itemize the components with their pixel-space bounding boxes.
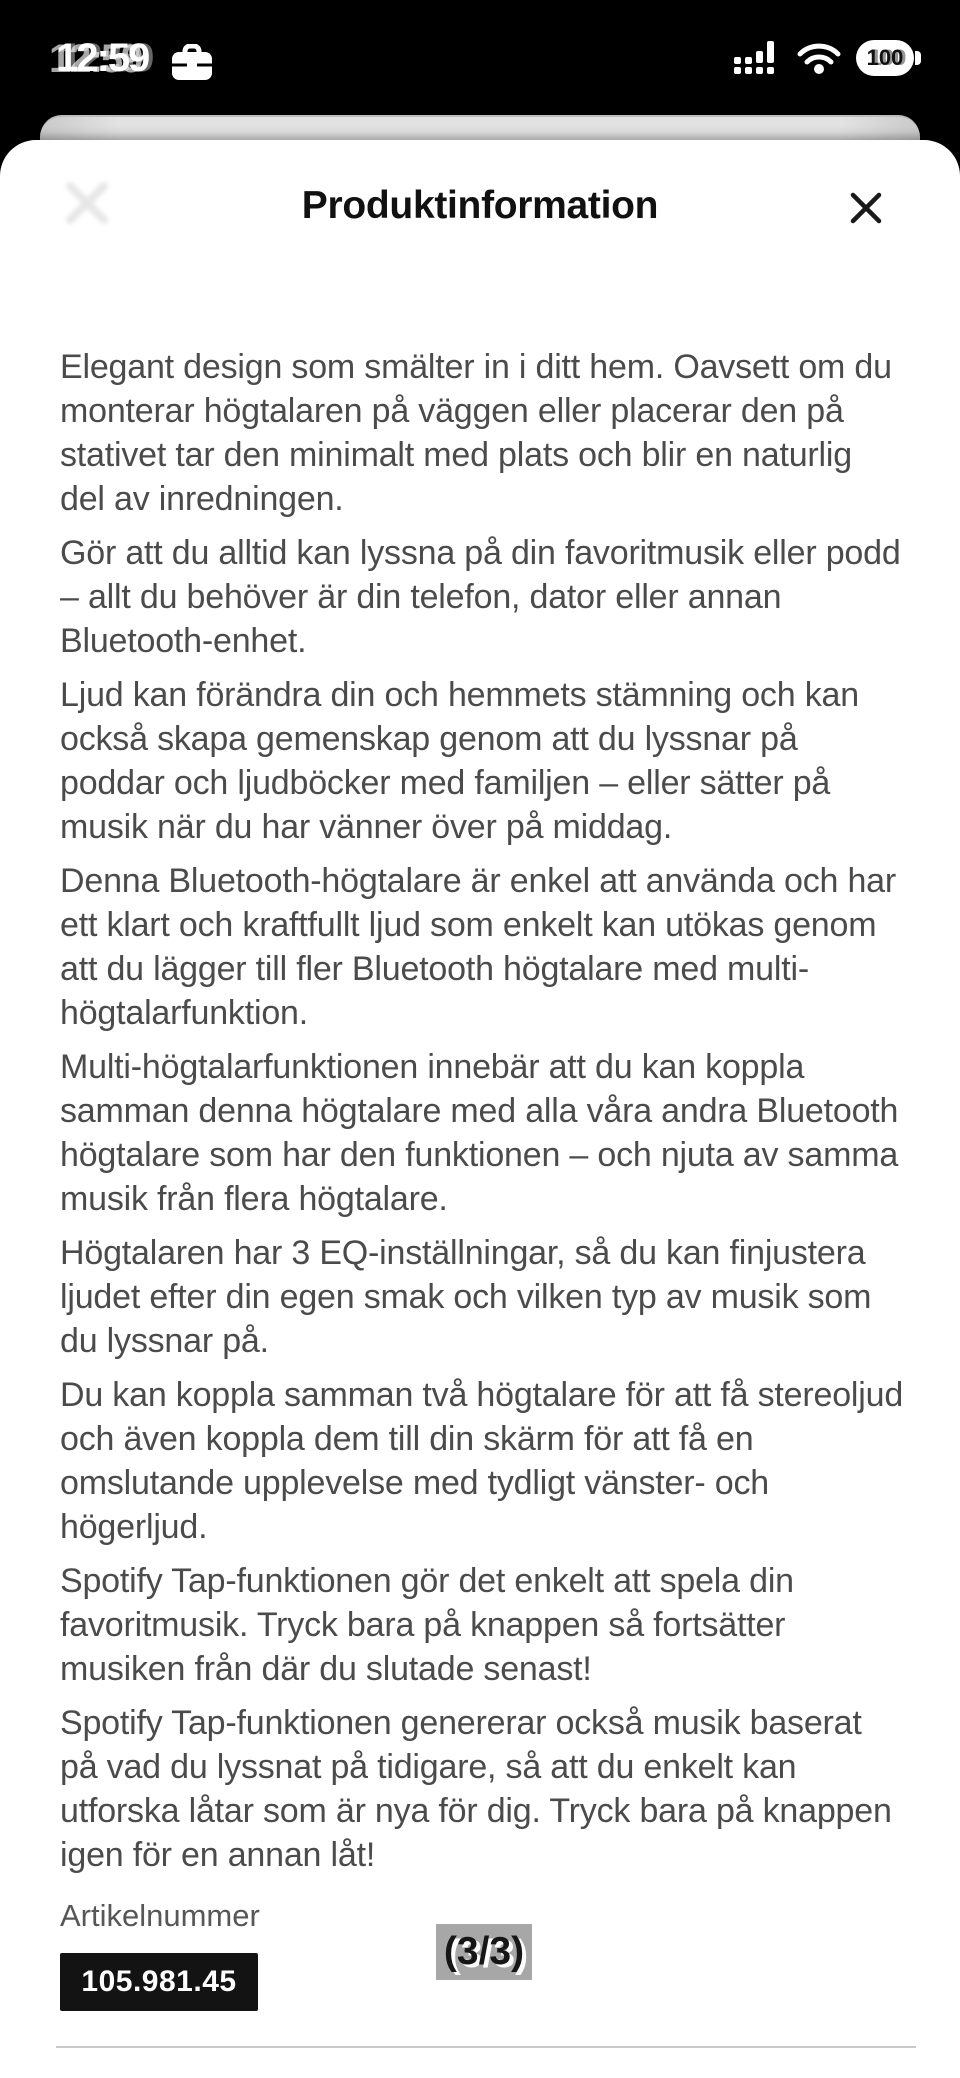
description-paragraph: Spotify Tap-funktionen gör det enkelt att spela din favoritmusik. Tryck bara på knappen så fortsätter musiken från där du slutade senast! bbox=[60, 1562, 794, 1688]
close-button[interactable] bbox=[840, 182, 892, 234]
battery-nub bbox=[915, 51, 921, 65]
description-paragraph: Gör att du alltid kan lyssna på din favoritmusik eller podd – allt du behöver är din telefon, dator eller annan Bluetooth-enhet. bbox=[60, 534, 901, 660]
battery-icon bbox=[856, 40, 914, 76]
article-number-value: 105.981.45 bbox=[81, 1965, 237, 1998]
description-paragraph: Spotify Tap-funktionen genererar också musik baserat på vad du lyssnat på tidigare, så att du enkelt kan utforska låtar som är nya för dig. Tryck bara på knappen igen för en annan låt! bbox=[60, 1704, 892, 1874]
article-number-label: Artikelnummer bbox=[60, 1898, 260, 1933]
product-info-modal bbox=[0, 140, 960, 2078]
description-paragraph: Elegant design som smälter in i ditt hem. Oavsett om du monterar högtalaren på väggen eller placerar den på stativet tar den minimalt med plats och blir en naturlig del av inredningen. bbox=[60, 348, 892, 518]
product-description-scroll-area[interactable] bbox=[60, 345, 904, 1887]
briefcase-icon bbox=[170, 44, 214, 82]
description-paragraph: Multi-högtalarfunktionen innebär att du kan koppla samman denna högtalare med alla våra andra Bluetooth högtalare som har den funktionen – och njuta av samma musik från flera högtalare. bbox=[60, 1048, 899, 1218]
battery-percent: 100 bbox=[866, 45, 904, 70]
description-paragraph: Högtalaren har 3 EQ-inställningar, så du kan finjustera ljudet efter din egen smak och vilken typ av musik som du lyssnar på. bbox=[60, 1234, 872, 1360]
status-bar bbox=[0, 0, 960, 115]
description-paragraph: Du kan koppla samman två högtalare för att få stereoljud och även koppla dem till din skärm för att få en omslutande upplevelse med tydligt vänster- och högerljud. bbox=[60, 1376, 904, 1546]
article-number-badge bbox=[60, 1953, 258, 2011]
cellular-signal-icon bbox=[734, 41, 782, 75]
page-indicator-toast: (3/3) bbox=[436, 1924, 532, 1980]
bottom-divider bbox=[56, 2046, 916, 2048]
modal-title: Produktinformation bbox=[301, 184, 659, 227]
clock: 12:59 bbox=[56, 36, 149, 80]
description-paragraph: Denna Bluetooth-högtalare är enkel att använda och har ett klart och kraftfullt ljud som enkelt kan utökas genom att du lägger till fler Bluetooth högtalare med multi-högtalarfunktion. bbox=[60, 862, 897, 1032]
description-paragraph: Ljud kan förändra din och hemmets stämning och kan också skapa gemenskap genom att du lyssnar på poddar och ljudböcker med familjen – eller sätter på musik när du har vänner över på middag. bbox=[60, 676, 859, 846]
close-icon bbox=[847, 189, 885, 227]
wifi-icon bbox=[796, 41, 842, 75]
